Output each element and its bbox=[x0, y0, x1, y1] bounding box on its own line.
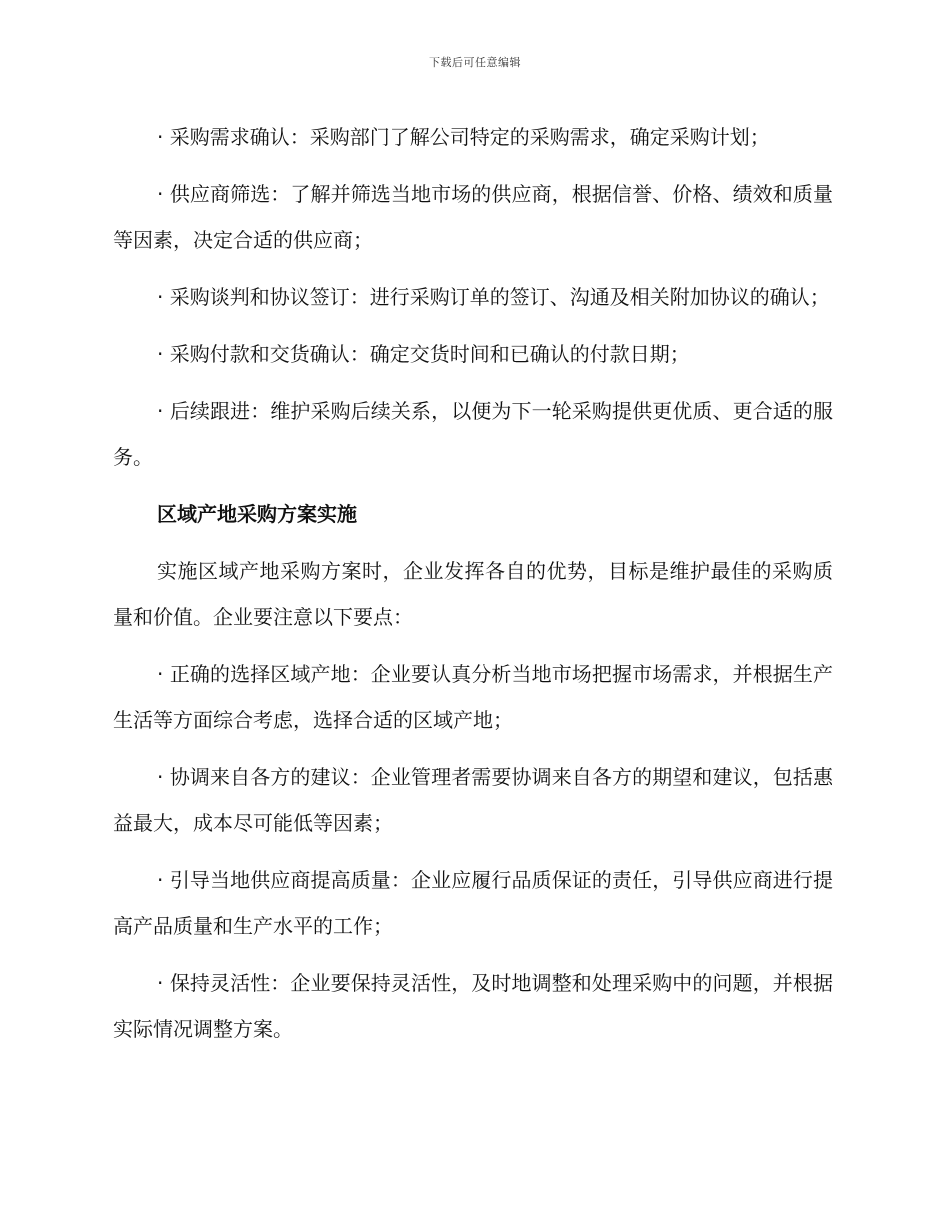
document-body bbox=[113, 114, 833, 1063]
section-heading: 区域产地采购方案实施 bbox=[157, 502, 357, 526]
list-item-supplier-screening: · 供应商筛选：了解并筛选当地市场的供应商，根据信誉、价格、绩效和质量等因素，决定合适的供应商； bbox=[113, 182, 833, 252]
list-item-payment-delivery: · 采购付款和交货确认：确定交货时间和已确认的付款日期； bbox=[157, 342, 690, 366]
list-item-flexibility: · 保持灵活性：企业要保持灵活性，及时地调整和处理采购中的问题，并根据实际情况调整方案。 bbox=[113, 971, 833, 1041]
list-item-select-region: · 正确的选择区域产地：企业要认真分析当地市场把握市场需求，并根据生产生活等方面综合考虑，选择合适的区域产地； bbox=[113, 662, 833, 732]
list-item-requirement-confirmation: · 采购需求确认：采购部门了解公司特定的采购需求，确定采购计划； bbox=[157, 125, 770, 149]
page-header-note: 下载后可任意编辑 bbox=[429, 56, 521, 69]
list-item-negotiation-agreement: · 采购谈判和协议签订：进行采购订单的签订、沟通及相关附加协议的确认； bbox=[157, 285, 830, 309]
list-item-coordinate-advice: · 协调来自各方的建议：企业管理者需要协调来自各方的期望和建议，包括惠益最大，成本尽可能低等因素； bbox=[113, 765, 833, 835]
list-item-follow-up: · 后续跟进：维护采购后续关系，以便为下一轮采购提供更优质、更合适的服务。 bbox=[113, 399, 833, 469]
section-intro: 实施区域产地采购方案时，企业发挥各自的优势，目标是维护最佳的采购质量和价值。企业要注意以下要点： bbox=[113, 559, 833, 629]
list-item-guide-suppliers: · 引导当地供应商提高质量：企业应履行品质保证的责任，引导供应商进行提高产品质量和生产水平的工作； bbox=[113, 868, 833, 938]
